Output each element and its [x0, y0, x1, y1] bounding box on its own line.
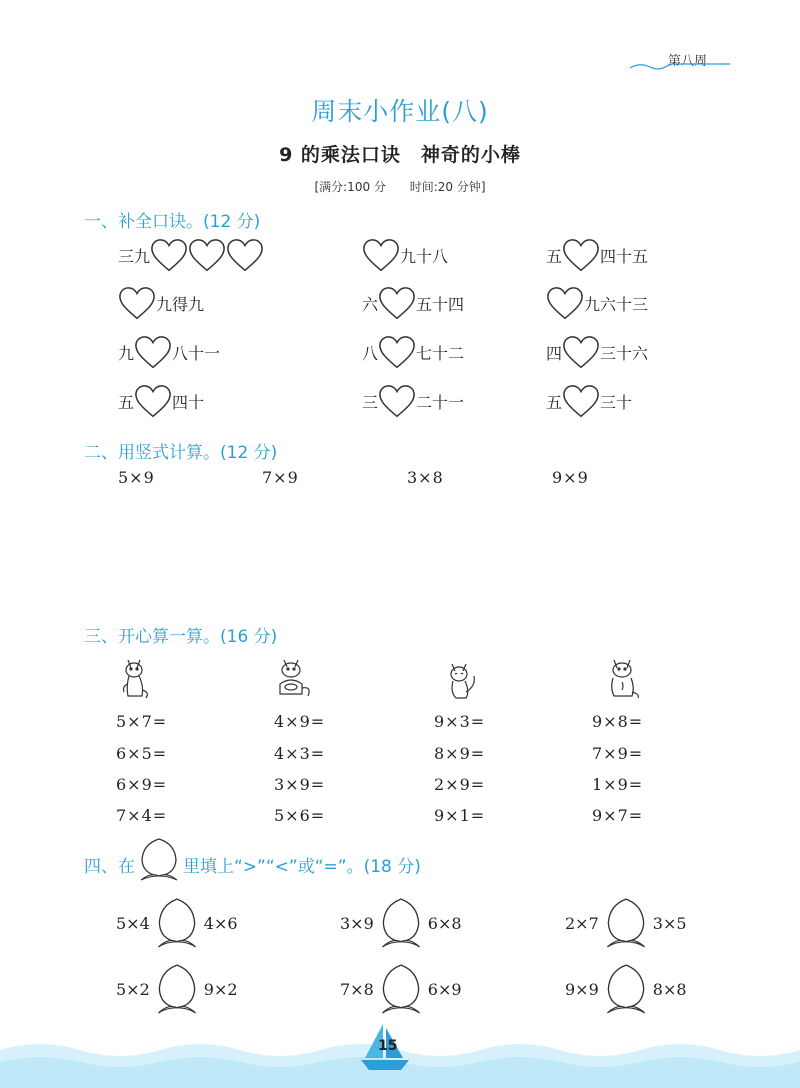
comparison-left: 3×9 — [340, 913, 374, 933]
verse-prefix: 三 — [362, 392, 379, 412]
verse-suffix: 四十 — [172, 392, 205, 412]
equation[interactable]: 9×1= — [434, 806, 486, 825]
verse-suffix: 九六十三 — [584, 294, 649, 314]
heart-blank-icon[interactable] — [546, 286, 584, 320]
comparison-item — [340, 896, 462, 950]
comparison-item — [116, 896, 238, 950]
equation[interactable]: 7×9= — [592, 744, 644, 763]
heart-blank-icon[interactable] — [118, 286, 156, 320]
heart-blank-icon[interactable] — [134, 384, 172, 418]
equation[interactable]: 7×4= — [116, 806, 168, 825]
heart-blank-icon[interactable] — [378, 335, 416, 369]
comparison-left: 7×8 — [340, 979, 374, 999]
comparison-right: 4×6 — [203, 913, 238, 933]
peach-blank-icon[interactable] — [603, 896, 649, 950]
comparison-right: 8×8 — [652, 979, 687, 999]
vertical-problem: 9×9 — [552, 468, 589, 487]
equation[interactable]: 8×9= — [434, 744, 486, 763]
verse-item — [362, 384, 464, 418]
verse-item — [118, 238, 264, 272]
peach-blank-icon[interactable] — [154, 962, 200, 1016]
comparison-item — [565, 962, 687, 1016]
heart-blank-icon[interactable] — [150, 238, 188, 272]
verse-item — [118, 335, 220, 369]
comparison-right: 6×8 — [427, 913, 462, 933]
score-label: [满分:100 分 — [314, 180, 386, 194]
time-label: 时间:20 分钟] — [409, 180, 486, 194]
comparison-left: 2×7 — [565, 913, 599, 933]
comparison-item — [340, 962, 462, 1016]
verse-prefix: 四 — [546, 343, 563, 363]
verse-prefix: 九 — [118, 343, 135, 363]
vertical-problem: 3×8 — [407, 468, 444, 487]
section-4-title — [84, 846, 421, 882]
heart-blank-icon[interactable] — [226, 238, 264, 272]
comparison-item — [116, 962, 238, 1016]
equation[interactable]: 5×7= — [116, 712, 168, 731]
verse-prefix: 五 — [546, 392, 563, 412]
comparison-left: 5×2 — [116, 979, 150, 999]
score-time-info — [0, 178, 800, 195]
comparison-item — [565, 896, 687, 950]
comparison-right: 3×5 — [652, 913, 687, 933]
section-4-title-prefix: 四、在 — [84, 856, 135, 877]
verse-item — [362, 286, 464, 320]
verse-item — [118, 384, 204, 418]
equation[interactable]: 9×3= — [434, 712, 486, 731]
verse-item — [546, 286, 648, 320]
equation[interactable]: 4×9= — [274, 712, 326, 731]
verse-suffix: 五十四 — [416, 294, 465, 314]
equation[interactable]: 6×9= — [116, 775, 168, 794]
equation[interactable]: 4×3= — [274, 744, 326, 763]
heart-blank-icon[interactable] — [562, 238, 600, 272]
verse-prefix: 五 — [118, 392, 135, 412]
comparison-left: 9×9 — [565, 979, 599, 999]
verse-item — [546, 335, 648, 369]
verse-suffix: 八十一 — [172, 343, 221, 363]
comparison-left: 5×4 — [116, 913, 150, 933]
peach-blank-icon[interactable] — [378, 896, 424, 950]
heart-blank-icon[interactable] — [134, 335, 172, 369]
verse-item — [118, 286, 204, 320]
section-1-title: 一、补全口诀。(12 分) — [84, 212, 261, 232]
vertical-problem: 5×9 — [118, 468, 155, 487]
verse-item — [546, 238, 648, 272]
verse-suffix: 三十六 — [600, 343, 649, 363]
equation[interactable]: 9×7= — [592, 806, 644, 825]
verse-prefix: 五 — [546, 246, 563, 266]
heart-blank-icon[interactable] — [562, 384, 600, 418]
verse-item — [362, 335, 464, 369]
page-number: 15 — [378, 1038, 398, 1054]
section-4-title-suffix: 里填上“>”“<”或“=”。(18 分) — [183, 856, 421, 877]
verse-item — [546, 384, 632, 418]
equation[interactable]: 1×9= — [592, 775, 644, 794]
verse-suffix: 七十二 — [416, 343, 465, 363]
peach-blank-icon[interactable] — [378, 962, 424, 1016]
equation[interactable]: 9×8= — [592, 712, 644, 731]
vertical-problem: 7×9 — [262, 468, 299, 487]
cat-standing-icon — [116, 654, 164, 702]
verse-suffix: 九得九 — [156, 294, 205, 314]
heart-blank-icon[interactable] — [188, 238, 226, 272]
equation[interactable]: 2×9= — [434, 775, 486, 794]
page-title: 周末小作业(八) — [311, 97, 489, 126]
section-2-title: 二、用竖式计算。(12 分) — [84, 443, 278, 463]
verse-suffix: 四十五 — [600, 246, 649, 266]
comparison-right: 9×2 — [203, 979, 238, 999]
heart-blank-icon[interactable] — [562, 335, 600, 369]
verse-prefix: 八 — [362, 343, 379, 363]
section-3-title: 三、开心算一算。(16 分) — [84, 627, 278, 647]
equation[interactable]: 3×9= — [274, 775, 326, 794]
cat-waving-icon — [602, 654, 650, 702]
heart-blank-icon[interactable] — [362, 238, 400, 272]
cat-sitting-icon — [440, 656, 488, 704]
verse-item — [362, 238, 448, 272]
equation[interactable]: 6×5= — [116, 744, 168, 763]
heart-blank-icon[interactable] — [378, 286, 416, 320]
week-label: 第八周 — [668, 54, 708, 69]
peach-icon — [137, 836, 181, 882]
week-swoosh-icon — [630, 58, 730, 70]
peach-blank-icon[interactable] — [154, 896, 200, 950]
equation[interactable]: 5×6= — [274, 806, 326, 825]
page-subtitle: 9 的乘法口诀 神奇的小棒 — [279, 144, 521, 166]
verse-prefix: 六 — [362, 294, 379, 314]
comparison-right: 6×9 — [427, 979, 462, 999]
verse-suffix: 九十八 — [400, 246, 449, 266]
peach-blank-icon[interactable] — [603, 962, 649, 1016]
verse-suffix: 三十 — [600, 392, 633, 412]
cat-eating-icon — [270, 654, 318, 702]
heart-blank-icon[interactable] — [378, 384, 416, 418]
verse-suffix: 二十一 — [416, 392, 465, 412]
verse-prefix: 三九 — [118, 246, 151, 266]
